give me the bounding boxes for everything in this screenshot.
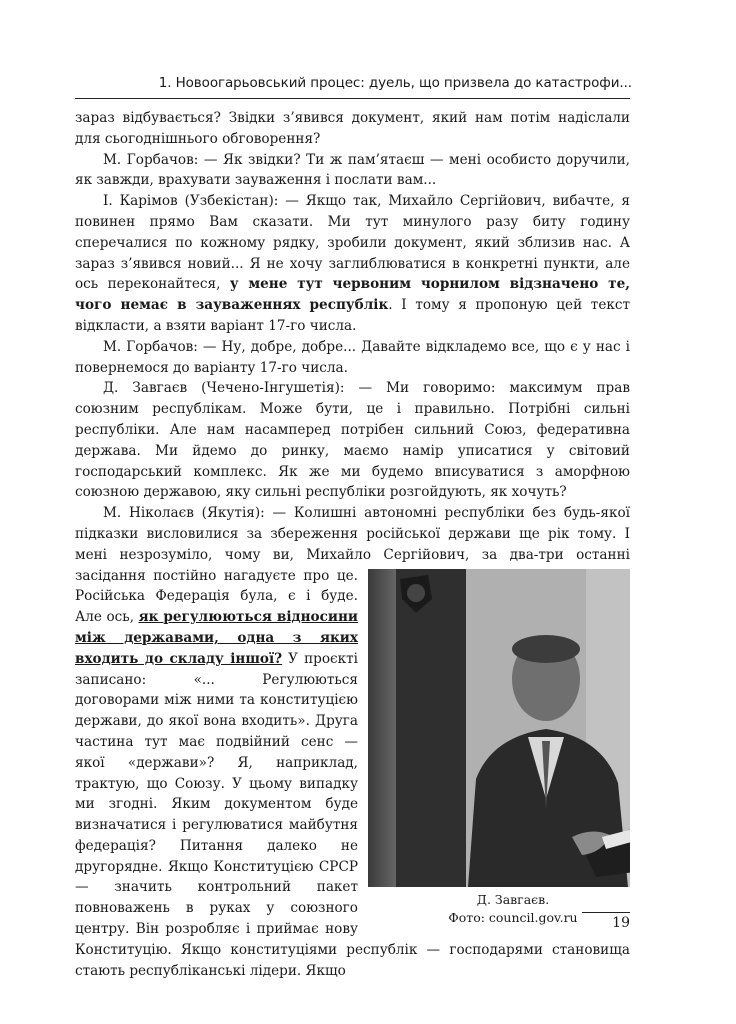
paragraph-text: М. Ніколаєв (Якутія): — Колишні автономні республіки без будь-якої підказки висловилися за збереження російської держави ще рік тому. І мені незрозуміло, чому ви, Михайло Сергійович, за два-три останні засідання <box>75 505 630 584</box>
bold-underlined-emphasis: як регулюються відносини між державами, одна з яких входить до складу іншої? <box>75 609 358 667</box>
paragraph <box>75 503 630 981</box>
caption-name: Д. Завгаєв. <box>476 891 550 907</box>
paragraph-text: . І тому я пропоную цей текст відкласти, а взяти варіант 17-го числа. <box>75 297 630 334</box>
footer-divider <box>582 912 630 913</box>
header-divider <box>75 98 630 99</box>
caption-credit: Фото: council.gov.ru <box>448 909 578 925</box>
figure <box>368 569 630 927</box>
bold-emphasis: у мене тут червоним чорнилом відзначено те, чого немає в зауваженнях республік <box>75 276 630 314</box>
paragraph-text: Д. Завгаєв (Чечено-Інгушетія): — Ми говоримо: максимум прав союзним республікам. Може бути, це і правильно. Потрібні сильні республіки. Але нам насамперед потрібен сильний Союз, федеративна держава. Ми йдемо до ринку, маємо намір уписатися у світовий господарський комплекс. Як же ми будемо вписуватися з аморфною союзною державою, яку сильні республіки розгойдують, як хочуть? <box>75 380 630 501</box>
paragraph-text: М. Горбачов: — Як звідки? Ти ж пам’ятаєш — мені особисто доручили, як завжди, врахувати зауваження і послати вам... <box>75 151 630 189</box>
running-header: 1. Новоогарьовський процес: дуель, що призвела до катастрофи... <box>158 75 632 91</box>
paragraph-text: М. Горбачов: — Ну, добре, добре... Давайте відкладемо все, що є у нас і повернемося до варіанту 17-го числа. <box>75 338 630 376</box>
paragraph-text: зараз відбувається? Звідки з’явився документ, який нам потім надіслали для сьогоднішнього обговорення? <box>75 110 630 147</box>
paragraph <box>75 191 630 337</box>
paragraph <box>75 150 630 192</box>
portrait-photo <box>368 569 630 887</box>
paragraph <box>75 378 630 503</box>
paragraph-text: постійно нагадуєте про це. Російська Федерація була, є і буде. Але ось, <box>75 567 358 626</box>
paragraph-text: У проєкті записано: «... Регулюються договорами між ними та конституцією держави, до якої вона входить». Друга частина тут має подвійний сенс — якої «держави»? Я, наприклад, трактую, що Союзу. У цьому випадку ми згодні. Яким документом буде визначатися і регулюватися майбутня федерація? Питання далеко не другорядне. Якщо Конституцією СРСР — значить контрольний пакет повноважень в руках у союзного центру. Він розробляє і приймає нову Конституцію. Якщо конституціями республік — господарями становища стають республіканські лідери. Якщо <box>75 650 630 979</box>
paragraph <box>75 337 630 379</box>
body-text <box>75 108 630 981</box>
page-number: 19 <box>612 915 630 931</box>
paragraph <box>75 108 630 150</box>
paragraph-text: І. Карімов (Узбекістан): — Якщо так, Михайло Сергійович, вибачте, я повинен прямо Вам сказати. Ми тут минулого разу биту годину сперечалися по кожному рядку, зробили документ, який зблизив нас. А зараз з’явився новий... Я не хочу заглиблюватися в конкретні пункти, але ось переконайтеся, <box>75 193 630 293</box>
photo-illustration <box>396 569 630 887</box>
